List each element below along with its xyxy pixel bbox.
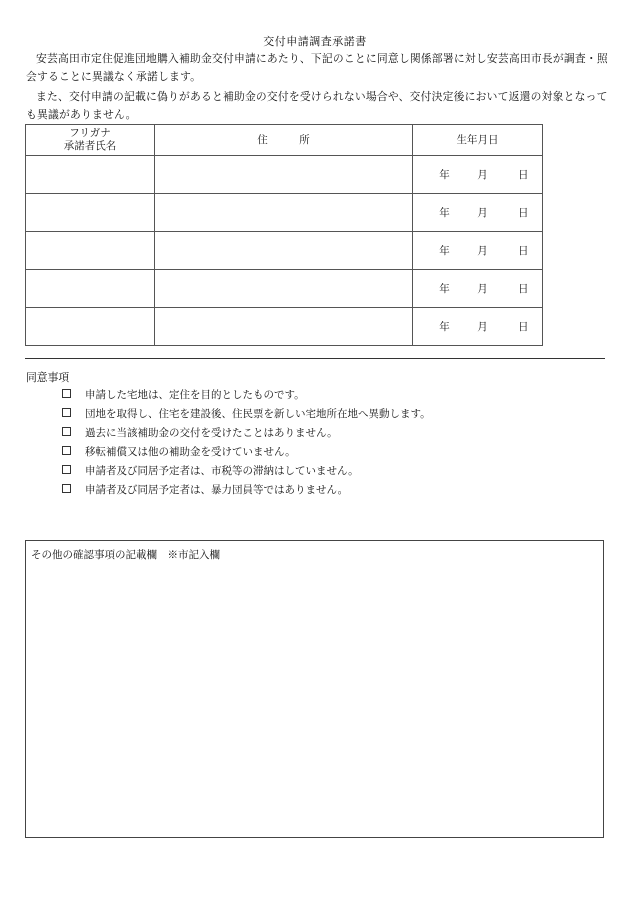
consent-item xyxy=(62,386,431,405)
table-row xyxy=(26,232,543,270)
name-cell[interactable] xyxy=(26,194,155,232)
day-label: 日 xyxy=(518,207,529,219)
header-signatory-name: 承諾者氏名 xyxy=(63,140,117,152)
day-label: 日 xyxy=(518,283,529,295)
name-cell[interactable] xyxy=(26,308,155,346)
consent-list xyxy=(62,386,431,500)
birthdate-cell[interactable] xyxy=(413,270,543,308)
address-cell[interactable] xyxy=(155,156,413,194)
year-label: 年 xyxy=(439,321,450,333)
document-title: 交付申請調査承諾書 xyxy=(263,35,367,48)
consent-item-label: 過去に当該補助金の交付を受けたことはありません。 xyxy=(85,427,338,439)
name-cell[interactable] xyxy=(26,156,155,194)
consent-item xyxy=(62,481,431,500)
paragraph-consent xyxy=(26,50,610,86)
header-name xyxy=(26,125,155,156)
checkbox[interactable] xyxy=(62,408,71,417)
birthdate-cell[interactable] xyxy=(413,232,543,270)
checkbox[interactable] xyxy=(62,465,71,474)
consent-item xyxy=(62,424,431,443)
month-label: 月 xyxy=(477,321,488,333)
address-cell[interactable] xyxy=(155,232,413,270)
paragraph-consent-text: 安芸高田市定住促進団地購入補助金交付申請にあたり、下記のことに同意し関係部署に対し安芸高田市長が調査・照会することに異議なく承諾します。 xyxy=(26,52,608,83)
table-row xyxy=(26,270,543,308)
consent-item-label: 申請者及び同居予定者は、市税等の滞納はしていません。 xyxy=(85,465,359,477)
birthdate-cell[interactable] xyxy=(413,308,543,346)
year-label: 年 xyxy=(439,169,450,181)
day-label: 日 xyxy=(518,169,529,181)
consent-item xyxy=(62,462,431,481)
checkbox[interactable] xyxy=(62,389,71,398)
birthdate-cell[interactable] xyxy=(413,194,543,232)
checkbox[interactable] xyxy=(62,446,71,455)
table-row xyxy=(26,194,543,232)
other-notes-box[interactable] xyxy=(25,540,604,838)
month-label: 月 xyxy=(477,169,488,181)
checkbox[interactable] xyxy=(62,427,71,436)
header-birthdate: 生年月日 xyxy=(413,125,543,156)
paragraph-no-objection-text: また、交付申請の記載に偽りがあると補助金の交付を受けられない場合や、交付決定後において返還の対象となっても異議がありません。 xyxy=(26,90,608,121)
checkbox[interactable] xyxy=(62,484,71,493)
year-label: 年 xyxy=(439,245,450,257)
month-label: 月 xyxy=(477,245,488,257)
month-label: 月 xyxy=(477,207,488,219)
address-cell[interactable] xyxy=(155,270,413,308)
name-cell[interactable] xyxy=(26,270,155,308)
signatory-table xyxy=(25,124,543,346)
section-divider xyxy=(25,358,605,359)
name-cell[interactable] xyxy=(26,232,155,270)
paragraph-no-objection xyxy=(26,88,610,124)
year-label: 年 xyxy=(439,283,450,295)
consent-item-label: 団地を取得し、住宅を建設後、住民票を新しい宅地所在地へ異動します。 xyxy=(85,408,431,420)
consent-item-label: 申請者及び同居予定者は、暴力団員等ではありません。 xyxy=(85,484,349,496)
address-cell[interactable] xyxy=(155,308,413,346)
consent-item xyxy=(62,443,431,462)
other-notes-label: その他の確認事項の記載欄 ※市記入欄 xyxy=(31,549,220,561)
table-row xyxy=(26,308,543,346)
consent-item-label: 申請した宅地は、定住を目的としたものです。 xyxy=(85,389,305,401)
consent-item xyxy=(62,405,431,424)
table-row xyxy=(26,156,543,194)
table-header-row xyxy=(26,125,543,156)
birthdate-cell[interactable] xyxy=(413,156,543,194)
consent-item-label: 移転補償又は他の補助金を受けていません。 xyxy=(85,446,296,458)
year-label: 年 xyxy=(439,207,450,219)
consent-heading: 同意事項 xyxy=(26,371,70,384)
header-address: 住 所 xyxy=(155,125,413,156)
day-label: 日 xyxy=(518,321,529,333)
month-label: 月 xyxy=(477,283,488,295)
day-label: 日 xyxy=(518,245,529,257)
address-cell[interactable] xyxy=(155,194,413,232)
header-furigana: フリガナ xyxy=(69,127,111,139)
